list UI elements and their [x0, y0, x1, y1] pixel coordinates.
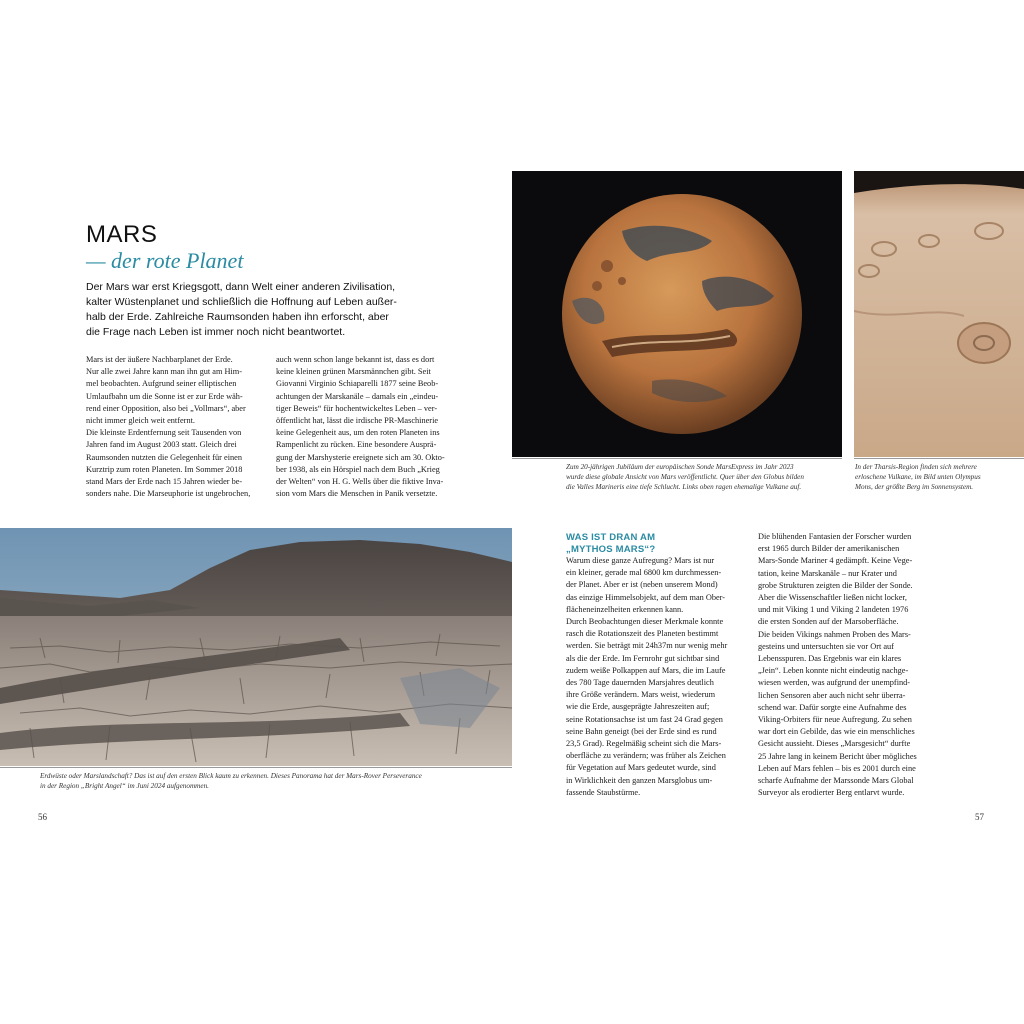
body-line: keine kleinen grünen Marsmännchen gibt. Seit [276, 367, 431, 377]
body-line: der Planet. Aber er ist (neben unserem Mond) [566, 580, 718, 590]
body-line: 23,5 Grad). Regelmäßig scheint sich die Mars- [566, 739, 722, 749]
body-line: öffentlicht hat, lässt die irdische PR-Maschinerie [276, 416, 439, 426]
body-line: Raumsonden nutzten die Gelegenheit für einen [86, 452, 242, 462]
body-line: tiger Beweis“ für hochentwickeltes Leben – ver- [276, 403, 438, 413]
body-line: Kurztrip zum roten Planeten. Im Sommer 2018 [86, 464, 243, 474]
tharsis-region-photo [854, 171, 1024, 457]
body-column-3 [566, 555, 742, 799]
body-line: Gesicht aussieht. Dieses „Marsgesicht“ durfte [758, 739, 911, 749]
body-line: zudem weiße Polkappen auf Mars, die im Laufe [566, 665, 726, 675]
lead-paragraph [86, 280, 416, 340]
page-subtitle: — der rote Planet [86, 248, 244, 273]
caption-divider [512, 458, 842, 459]
body-line: grobe Strukturen zeigten die Bilder der Sonde. [758, 580, 913, 590]
body-line: seine Bahn geneigt (bei der Erde sind es rund [566, 726, 717, 736]
body-line: ber 1938, als ein Hörspiel nach dem Buch „Krieg [276, 464, 440, 474]
body-line: wiesen werden, was aufgrund der unempfind- [758, 678, 911, 688]
lead-line: halb der Erde. Zahlreiche Raumsonden haben ihn erforscht, aber [86, 311, 389, 323]
heading-line: WAS IST DRAN AM [566, 532, 656, 543]
heading-line: „MYTHOS MARS“? [566, 543, 656, 555]
lead-line: kalter Wüstenplanet und schließlich die Hoffnung auf Leben außer- [86, 296, 397, 308]
body-line: keine Gelegenheit aus, um den roten Planeten ins [276, 428, 440, 438]
mars-globe-photo [512, 171, 842, 457]
body-column-2 [276, 354, 461, 500]
body-line: Die blühenden Fantasien der Forscher wurden [758, 532, 912, 541]
body-line: Jahren fand im August 2003 statt. Gleich drei [86, 440, 237, 450]
caption-line: wurde diese globale Ansicht von Mars veröffentlicht. Quer über den Globus bilden [566, 473, 804, 481]
body-line: Mars-Sonde Mariner 4 gedämpft. Keine Vege- [758, 556, 913, 566]
caption-line: Erdwüste oder Marslandschaft? Das ist auf den ersten Blick kaum zu erkennen. Dieses Panorama hat der Mars-Rover Perseverance [40, 772, 422, 780]
body-line: nicht immer gleich weit entfernt. [86, 416, 195, 426]
body-line: die ersten Sonden auf der Marsoberfläche. [758, 617, 899, 627]
body-line: war dort ein Gebilde, das wie ein menschliches [758, 727, 915, 737]
body-line: das einzige Himmelsobjekt, auf dem man Ober- [566, 592, 726, 602]
body-line: oberfläche zu verändern; was früher als Zeichen [566, 751, 726, 761]
body-line: Warum diese ganze Aufregung? Mars ist nur [566, 556, 715, 565]
body-line: sion vom Mars die Menschen in Panik versetzte. [276, 489, 438, 499]
body-line: lichen Sensoren aber auch nicht sehr überra- [758, 690, 906, 700]
body-line: erst 1965 durch Bilder der amerikanischen [758, 544, 900, 554]
mars-globe-caption [566, 462, 804, 492]
body-line: Mars ist der äußere Nachbarplanet der Erde. [86, 355, 233, 364]
body-line: „Jein“. Leben konnte nicht eindeutig nachge- [758, 666, 909, 676]
body-line: Umlaufbahn um die Sonne ist er zur Erde wäh- [86, 391, 243, 401]
caption-line: erloschene Vulkane, im Bild unten Olympus [855, 473, 981, 481]
panorama-caption [40, 771, 422, 791]
lead-line: Der Mars war erst Kriegsgott, dann Welt einer anderen Zivilisation, [86, 281, 396, 293]
body-line: 25 Jahre lang in keinem Bericht über mögliches [758, 751, 917, 761]
body-line: Aber die Wissenschaftler ließen nicht locker, [758, 593, 907, 603]
body-line: und mit Viking 1 und Viking 2 landeten 1976 [758, 605, 909, 615]
body-column-4 [758, 531, 934, 799]
body-line: werden. Sie beträgt mit 24h37m nur wenig mehr [566, 641, 728, 651]
page-title: MARS [86, 221, 158, 248]
body-line: achtungen der Marskanäle – damals ein „eindeu- [276, 391, 439, 401]
body-line: gung der Marshysterie ereignete sich am 30. Okto- [276, 452, 445, 462]
body-line: rend einer Opposition, also bei „Vollmars“, aber [86, 403, 246, 413]
body-line: ihre Größe verändern. Mars weist, wiederum [566, 690, 716, 700]
page-number-left: 56 [38, 812, 47, 822]
caption-divider [0, 767, 512, 768]
body-line: mel beobachten. Aufgrund seiner elliptischen [86, 379, 237, 389]
mars-panorama-photo [0, 528, 512, 766]
body-line: Die kleinste Erdentfernung seit Tausenden von [86, 428, 242, 438]
body-line: wie die Erde, ausgeprägte Jahreszeiten auf; [566, 702, 710, 712]
caption-line: die Valles Marineris eine tiefe Schlucht. Links oben ragen ehemalige Vulkane auf. [566, 483, 802, 491]
body-line: Durch Beobachtungen dieser Merkmale konnte [566, 617, 724, 627]
body-line: seine Rotationsachse ist um fast 24 Grad gegen [566, 714, 723, 724]
body-line: fassende Staubstürme. [566, 787, 641, 797]
page-number-right: 57 [975, 812, 984, 822]
body-line: für Vegetation auf Mars gedeutet wurde, sind [566, 763, 716, 773]
body-line: des 780 Tage dauernden Marsjahres deutlich [566, 678, 714, 688]
caption-line: Mons, der größte Berg im Sonnensystem. [855, 483, 974, 491]
body-line: scharfe Aufnahme der Marssonde Mars Global [758, 776, 914, 786]
caption-line: In der Tharsis-Region finden sich mehrere [855, 463, 977, 471]
body-line: Surveyor als erodierter Berg entlarvt wurde. [758, 788, 905, 798]
caption-divider [854, 458, 1024, 459]
body-line: Nur alle zwei Jahre kann man ihn gut am Him- [86, 367, 242, 377]
body-line: auch wenn schon lange bekannt ist, dass es dort [276, 355, 435, 364]
body-line: als die der Erde. Im Fernrohr gut sichtbar sind [566, 653, 720, 663]
caption-line: Zum 20-jährigen Jubiläum der europäischen Sonde MarsExpress im Jahr 2023 [566, 463, 794, 471]
lead-line: die Frage nach Leben ist immer noch nicht beantwortet. [86, 326, 346, 338]
body-line: rasch die Rotationszeit des Planeten bestimmt [566, 629, 719, 639]
tharsis-caption [855, 462, 981, 492]
body-line: Die beiden Vikings nahmen Proben des Mars- [758, 629, 911, 639]
body-line: flächeneinzelheiten erkennen kann. [566, 604, 684, 614]
section-heading [566, 532, 655, 555]
body-line: Leben auf Mars fehlen – bis es 2001 durch eine [758, 763, 916, 773]
body-line: ein kleiner, gerade mal 6800 km durchmessen- [566, 568, 722, 578]
body-line: Lebensspuren. Das Ergebnis war ein klares [758, 654, 902, 664]
body-column-1 [86, 354, 266, 500]
body-line: in Wirklichkeit den ganzen Marsglobus um- [566, 775, 713, 785]
body-line: Rampenlicht zu rücken. Eine besondere Ausprä- [276, 440, 437, 450]
body-line: schend war. Dafür sorgte eine Aufnahme des [758, 702, 907, 712]
body-line: gesteins und untersuchten sie vor Ort auf [758, 641, 894, 651]
body-line: der Welten“ von H. G. Wells über die fiktive Inva- [276, 477, 444, 487]
body-line: sonders nahe. Die Marseuphorie ist ungebrochen, [86, 489, 251, 499]
body-line: stand Mars der Erde nach 15 Jahren wieder be- [86, 477, 243, 487]
body-line: Viking-Orbiters für neue Aufregung. Zu sehen [758, 715, 912, 725]
caption-line: in der Region „Bright Angel“ im Juni 2024 aufgenommen. [40, 782, 209, 790]
body-line: Giovanni Virginio Schiaparelli 1877 seine Beob- [276, 379, 439, 389]
body-line: tation, keine Marskanäle – nur Krater und [758, 568, 897, 578]
